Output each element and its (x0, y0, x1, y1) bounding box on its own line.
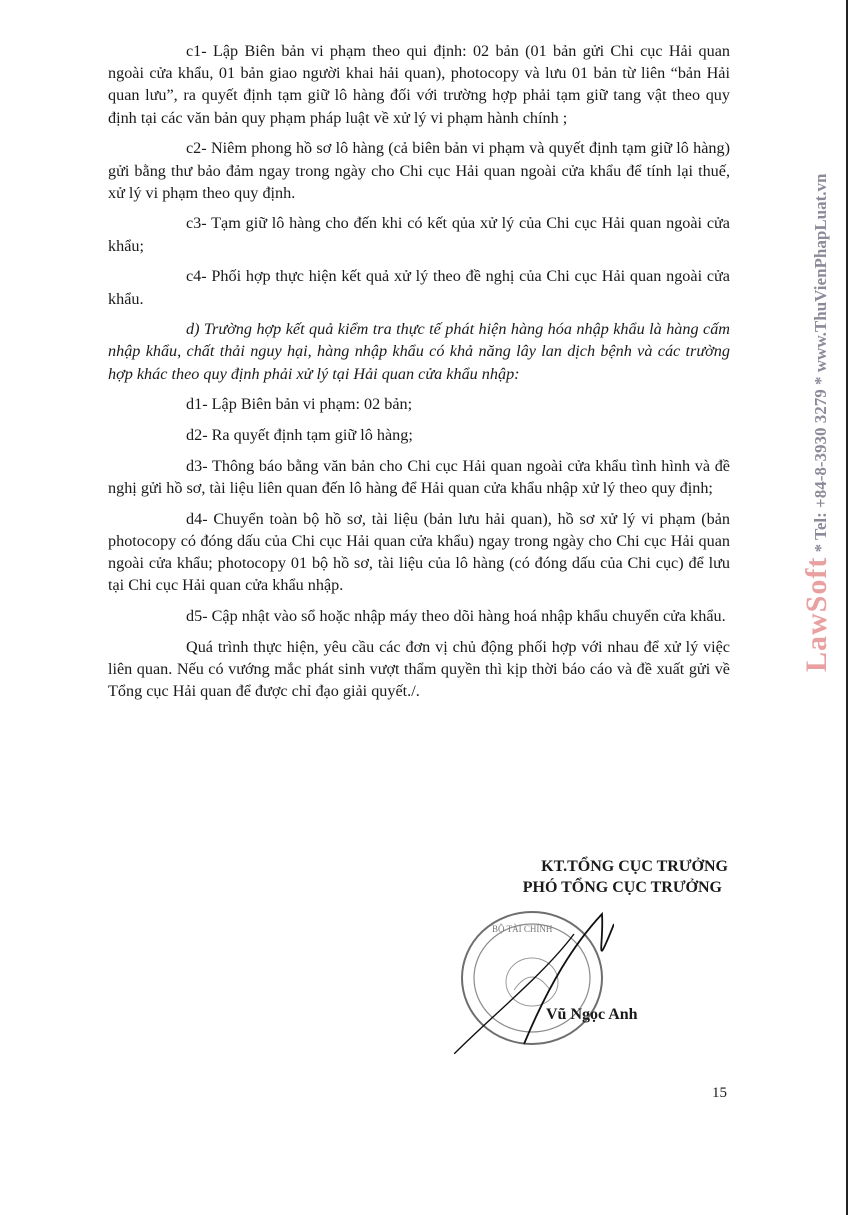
paragraph-c1: c1- Lập Biên bản vi phạm theo qui định: 02 bản (01 bản gửi Chi cục Hải quan ngoài cửa khẩu, 01 bản giao người khai hải quan), photocopy và lưu 01 bản từ liên “bản Hải quan lưu”, ra quyết định tạm giữ lô hàng đối với trường hợp phải tạm giữ tang vật theo quy định tại các văn bản quy phạm pháp luật về xử lý vi phạm hành chính ; (108, 42, 730, 127)
paragraph-d-heading: d) Trường hợp kết quả kiểm tra thực tế phát hiện hàng hóa nhập khẩu là hàng cấm nhập khẩu, chất thải nguy hại, hàng nhập khẩu có khả năng lây lan dịch bệnh và các trường hợp khác theo quy định phải xử lý tại Hải quan cửa khẩu nhập: (108, 320, 730, 383)
paragraph-d4: d4- Chuyển toàn bộ hồ sơ, tài liệu (bản lưu hải quan), hồ sơ xử lý vi phạm (bản photocopy có đóng dấu của Chi cục Hải quan cửa khẩu) ngay trong ngày cho Chi cục Hải quan ngoài cửa khẩu; photocopy 01 bộ hồ sơ, tài liệu của lô hàng (có đóng dấu của Chi cục) để lưu tại Chi cục Hải quan cửa khẩu nhập. (108, 509, 730, 595)
paragraph-d5: d5- Cập nhật vào sổ hoặc nhập máy theo dõi hàng hoá nhập khẩu chuyển cửa khẩu. (186, 606, 726, 625)
svg-text:BỘ TÀI CHÍNH: BỘ TÀI CHÍNH (492, 924, 553, 934)
page-edge-rule (846, 0, 848, 1215)
paragraph-c2: c2- Niêm phong hồ sơ lô hàng (cả biên bản vi phạm và quyết định tạm giữ lô hàng) gửi bằng thư bảo đảm ngay trong ngày cho Chi cục Hải quan ngoài cửa khẩu để tính lại thuế, xử lý vi phạm theo quy định. (108, 139, 730, 202)
watermark-brand-law: Law (800, 612, 833, 672)
paragraph-d2: d2- Ra quyết định tạm giữ lô hàng; (186, 426, 413, 445)
official-seal-icon (454, 904, 614, 1054)
signature-title-1: KT.TỔNG CỤC TRƯỞNG (541, 858, 728, 875)
document-body (108, 40, 730, 711)
signature-title-2: PHÓ TỔNG CỤC TRƯỞNG (522, 879, 722, 896)
watermark-contact: * Tel: +84-8-3930 3279 * www.ThuVienPhapLuat.vn (811, 173, 830, 557)
signature-block (430, 858, 790, 1068)
paragraph-c4: c4- Phối hợp thực hiện kết quả xử lý theo đề nghị của Chi cục Hải quan ngoài cửa khẩu. (108, 267, 730, 308)
side-watermark (800, 0, 834, 672)
paragraph-closing: Quá trình thực hiện, yêu cầu các đơn vị chủ động phối hợp với nhau để xử lý việc liên quan. Nếu có vướng mắc phát sinh vượt thẩm quyền thì kịp thời báo cáo và đề xuất gửi về Tổng cục Hải quan để được chỉ đạo giải quyết./. (108, 637, 730, 701)
watermark-brand-soft: Soft (800, 556, 833, 613)
paragraph-d1: d1- Lập Biên bản vi phạm: 02 bản; (186, 395, 413, 414)
paragraph-d3: d3- Thông báo bằng văn bản cho Chi cục Hải quan ngoài cửa khẩu tình hình và đề nghị gửi hồ sơ, tài liệu liên quan đến lô hàng để Hải quan cửa khẩu nhập xử lý theo quy định; (108, 456, 730, 497)
paragraph-c3: c3- Tạm giữ lô hàng cho đến khi có kết qủa xử lý của Chi cục Hải quan ngoài cửa khẩu; (108, 214, 730, 255)
page-number: 15 (712, 1085, 727, 1101)
signatory-name: Vũ Ngọc Anh (546, 1006, 638, 1023)
